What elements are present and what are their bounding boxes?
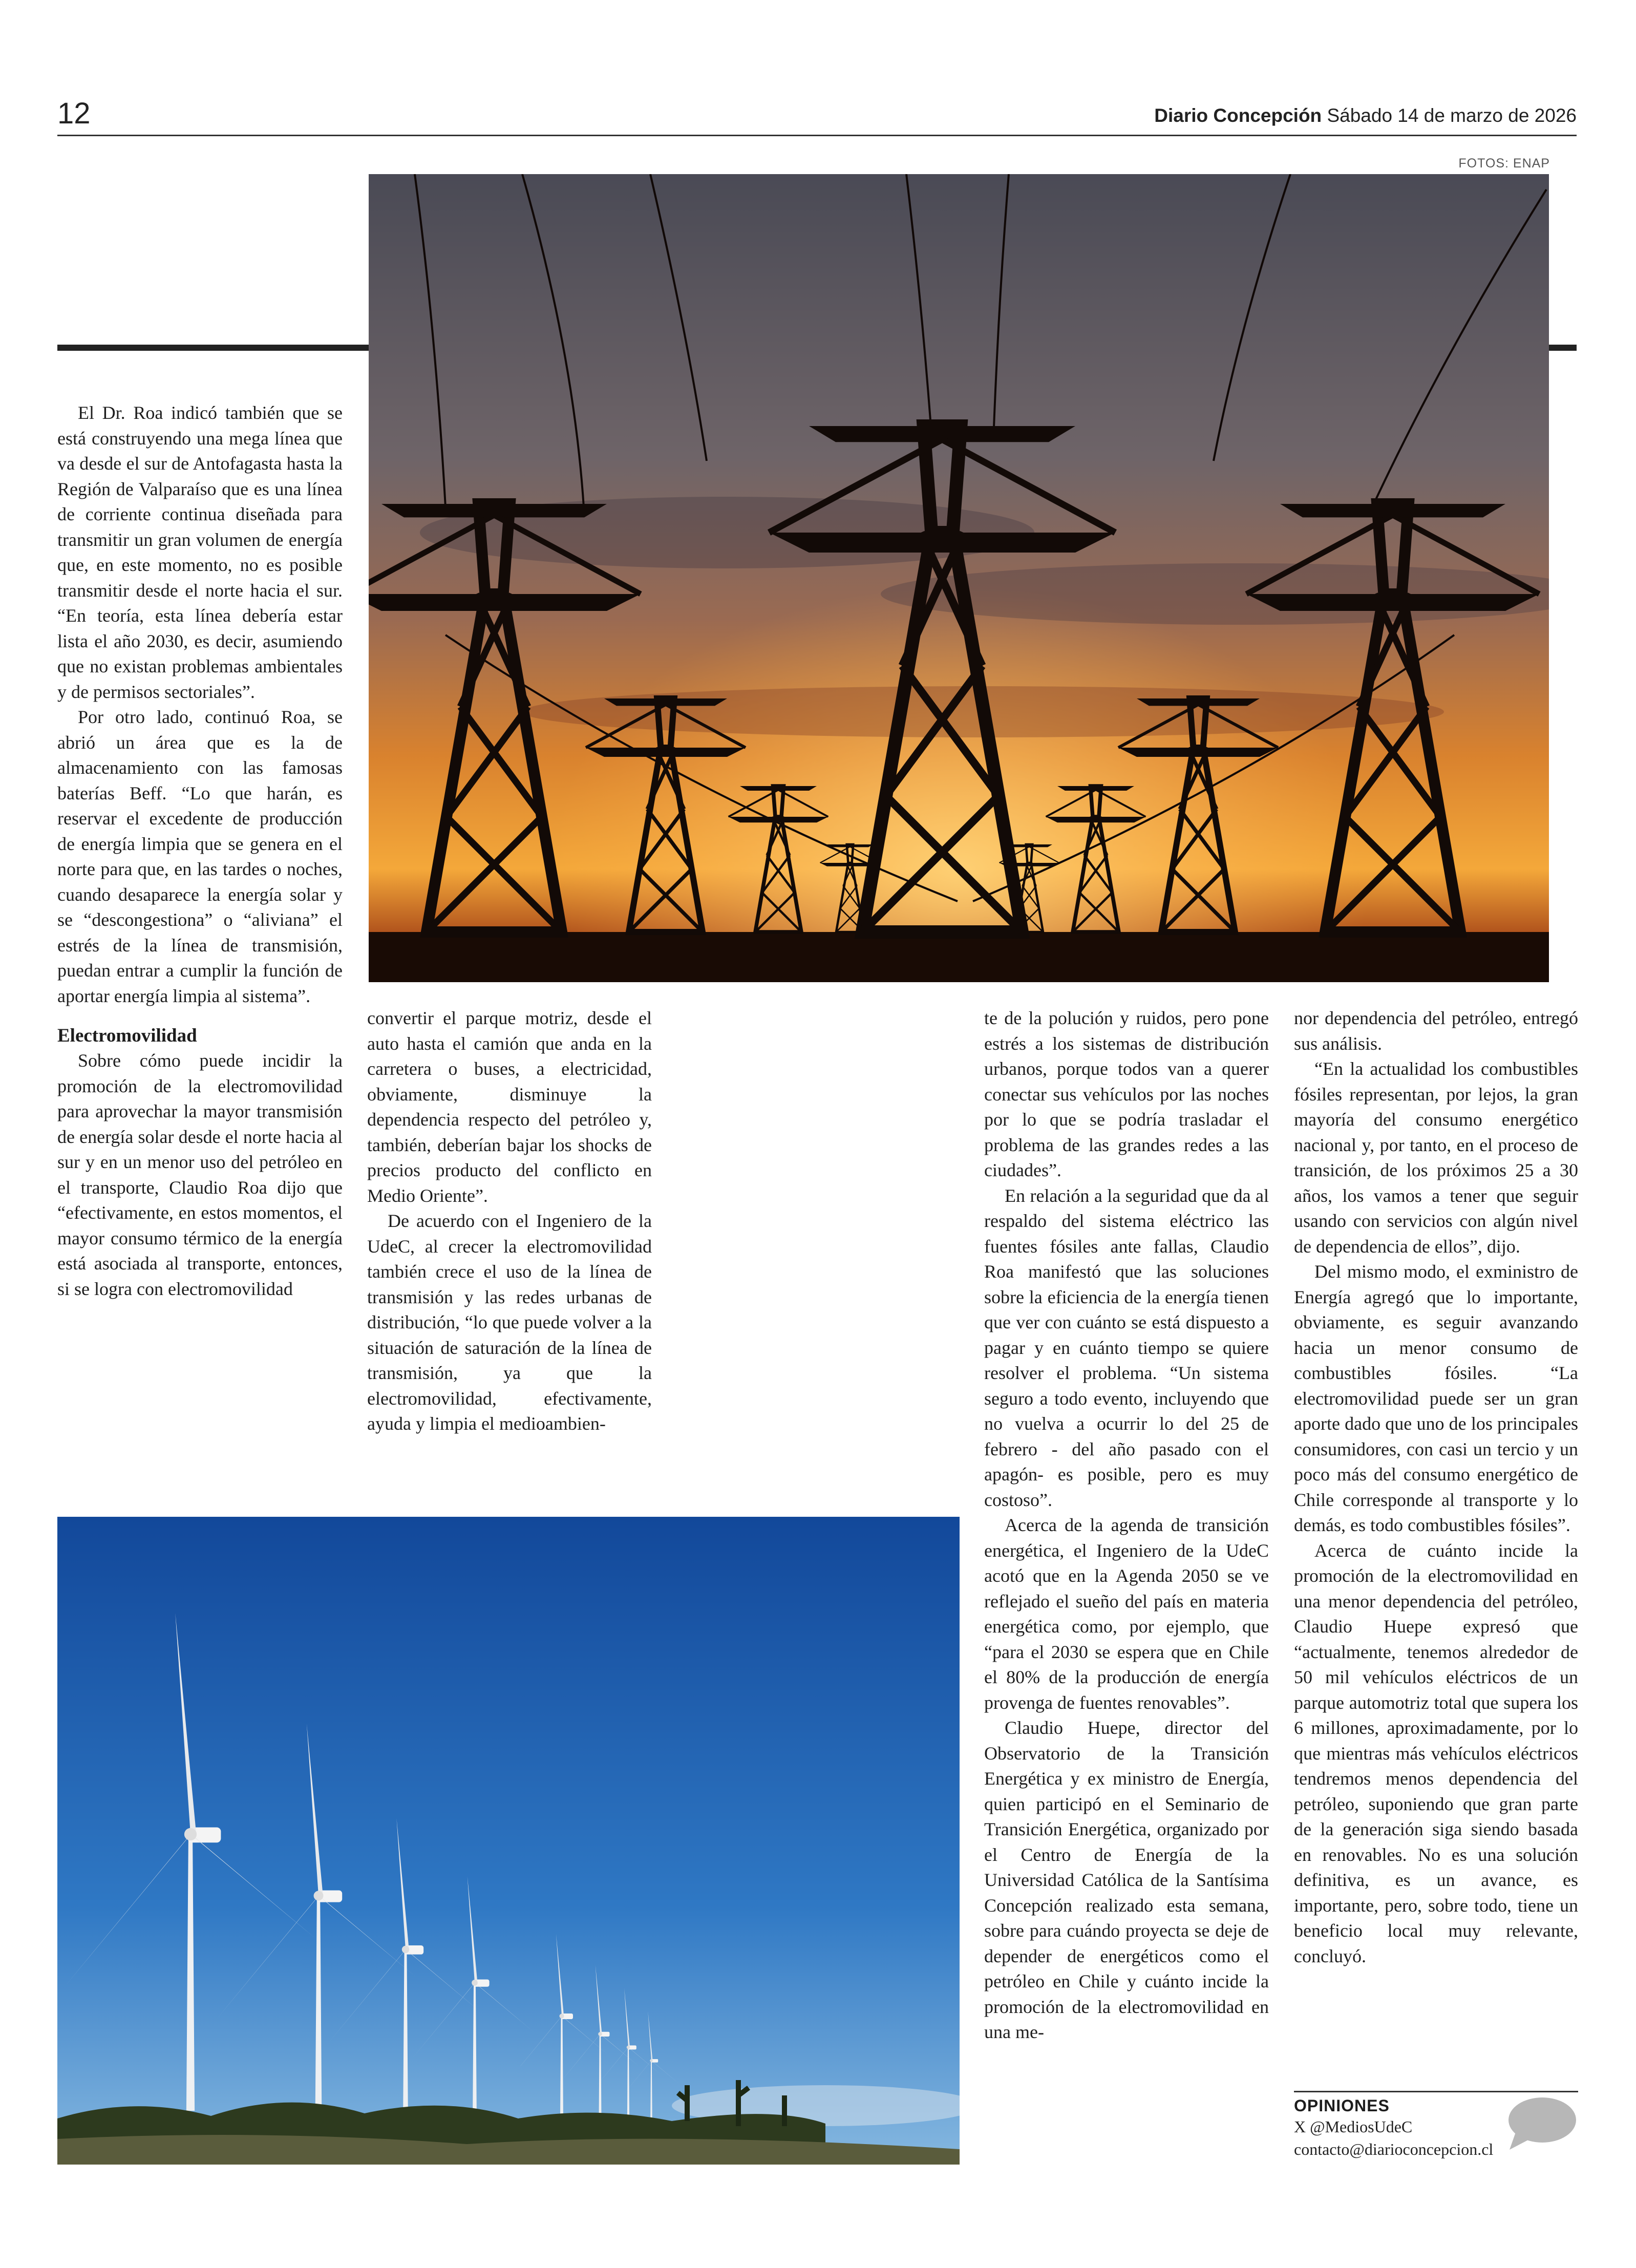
article-paragraph: Acerca de cuánto incide la promoción de la electromovilidad en una menor dependencia del petróleo, Claudio Huepe expresó que “actualmente, tenemos alrededor de 50 mil vehículos eléctricos de un parque automotriz total que supera los 6 millones, aproximadamente, por lo que mientras más vehículos eléctricos tendremos menos dependencia del petróleo, suponiendo que gran parte de la generación siga siendo basada en renovables. No es una solución definitiva, es un avance, es importante, pero, sobre todo, tiene un beneficio local muy relevante, concluyó. xyxy=(1294,1540,1578,1966)
article-paragraph: Claudio Huepe, director del Observatorio de la Transición Energética y ex ministro de Energía, quien participó en el Seminario de Transición Energética, organizado por el Centro de Energía de la Universidad Católica de la Santísima Concepción realizado esta semana, sobre para cuándo proyecta se deje de depender de energéticos como el petróleo en Chile y cuánto incide la promoción de la electromovilidad en una me- xyxy=(984,1718,1269,2042)
issue-date: Sábado 14 de marzo de 2026 xyxy=(1327,105,1577,126)
article-paragraph: En relación a la seguridad que da al respaldo del sistema eléctrico las fuentes fósiles ante fallas, Claudio Roa manifestó que las soluciones sobre la eficiencia de la energía tienen que ver con cuánto se está dispuesto a pagar y en cuánto tiempo se quiere resolver el problema. “Un sistema seguro a todo evento, incluyendo que no vuelva a ocurrir lo del 25 de febrero - del año pasado con el apagón- es posible, pero es muy costoso”. xyxy=(984,1185,1269,1510)
article-paragraph: Sobre cómo puede incidir la promoción de la electromovilidad para aprovechar la mayor transmisión de energía solar desde el norte hacia al sur y en un menor uso del petróleo en el transporte, Claudio Roa dijo que “efectivamente, en estos momentos, el mayor consumo térmico de la energía está asociada al transporte, entonces, si se logra con electromovilidad xyxy=(57,1050,343,1299)
article-column-3 xyxy=(984,1006,1269,2045)
section-rule-left xyxy=(57,345,369,351)
article-paragraph: De acuerdo con el Ingeniero de la UdeC, al crecer la electromovilidad también crece el uso de la línea de transmisión y las redes urbanas de distribución, “lo que puede volver a la situación de saturación de la línea de transmisión, ya que la electromovilidad, efectivamente, ayuda y limpia el medioambien- xyxy=(367,1211,652,1434)
section-rule-right xyxy=(1549,345,1577,351)
twitter-handle[interactable]: X @MediosUdeC xyxy=(1294,2117,1413,2136)
article-column-1 xyxy=(57,400,343,1302)
opiniones-title: OPINIONES xyxy=(1294,2096,1390,2115)
article-column-2 xyxy=(367,1006,652,1437)
contact-email[interactable]: contacto@diarioconcepcion.cl xyxy=(1294,2140,1494,2158)
article-paragraph: te de la polución y ruidos, pero pone estrés a los sistemas de distribución urbanos, porque todos van a querer conectar sus vehículos por las noches por lo que se podría trasladar el problema de las grandes redes a las ciudades”. xyxy=(984,1008,1269,1180)
article-column-4 xyxy=(1294,1006,1578,1969)
article-paragraph: Por otro lado, continuó Roa, se abrió un área que es la de almacenamiento con las famosas baterías Beff. “Lo que harán, es reservar el excedente de producción de energía limpia que se genera en el norte para que, en las tardes o noches, cuando desaparece la energía solar y se “descongestiona” o “aliviana” el estrés de la línea de transmisión, puedan entrar a cumplir la función de aportar energía limpia al sistema”. xyxy=(57,707,343,1006)
article-paragraph: Del mismo modo, el exministro de Energía agregó que lo importante, obviamente, es seguir avanzando hacia un menor consumo de combustibles fósiles. “La electromovilidad puede ser un gran aporte dado que uno de los principales consumidores, con casi un tercio y un poco más del consumo energético de Chile corresponde al transporte y lo demás, es todo combustibles fósiles”. xyxy=(1294,1261,1578,1535)
article-paragraph: nor dependencia del petróleo, entregó sus análisis. xyxy=(1294,1008,1578,1054)
masthead xyxy=(1154,105,1577,126)
article-paragraph: “En la actualidad los combustibles fósiles representan, por lejos, la gran mayoría del consumo energético nacional y, por tanto, en el proceso de transición, de los próximos 25 a 30 años, los vamos a tener que seguir usando con servicios con algún nivel de dependencia de ellos”, dijo. xyxy=(1294,1058,1578,1257)
wind-turbines-photo xyxy=(57,1517,960,2165)
subheading: Electromovilidad xyxy=(57,1025,197,1046)
page-number: 12 xyxy=(57,97,91,130)
article-paragraph: Acerca de la agenda de transición energética, el Ingeniero de la UdeC acotó que en la Agenda 2050 se ve reflejado el sueño del país en materia energética como, por ejemplo, que “para el 2030 se espera que en Chile el 80% de la producción de energía provenga de fuentes renovables”. xyxy=(984,1515,1269,1713)
header-rule xyxy=(57,135,1577,136)
photo-credit: FOTOS: ENAP xyxy=(1458,156,1550,171)
transmission-towers-photo xyxy=(369,174,1549,982)
article-paragraph: El Dr. Roa indicó también que se está construyendo una mega línea que va desde el sur de Antofagasta hasta la Región de Valparaíso que es una línea de corriente continua diseñada para transmitir un gran volumen de energía que, en este momento, no es posible transmitir desde el norte hacia el sur. “En teoría, esta línea debería estar lista el año 2030, es decir, asumiendo que no existan problemas ambientales y de permisos sectoriales”. xyxy=(57,402,343,702)
speech-bubble-icon xyxy=(1505,2095,1577,2154)
newspaper-name: Diario Concepción xyxy=(1154,105,1322,126)
article-paragraph: convertir el parque motriz, desde el auto hasta el camión que anda en la carretera o buses, a electricidad, obviamente, disminuye la dependencia respecto del petróleo y, también, deberían bajar los shocks de precios producto del conflicto en Medio Oriente”. xyxy=(367,1008,652,1206)
